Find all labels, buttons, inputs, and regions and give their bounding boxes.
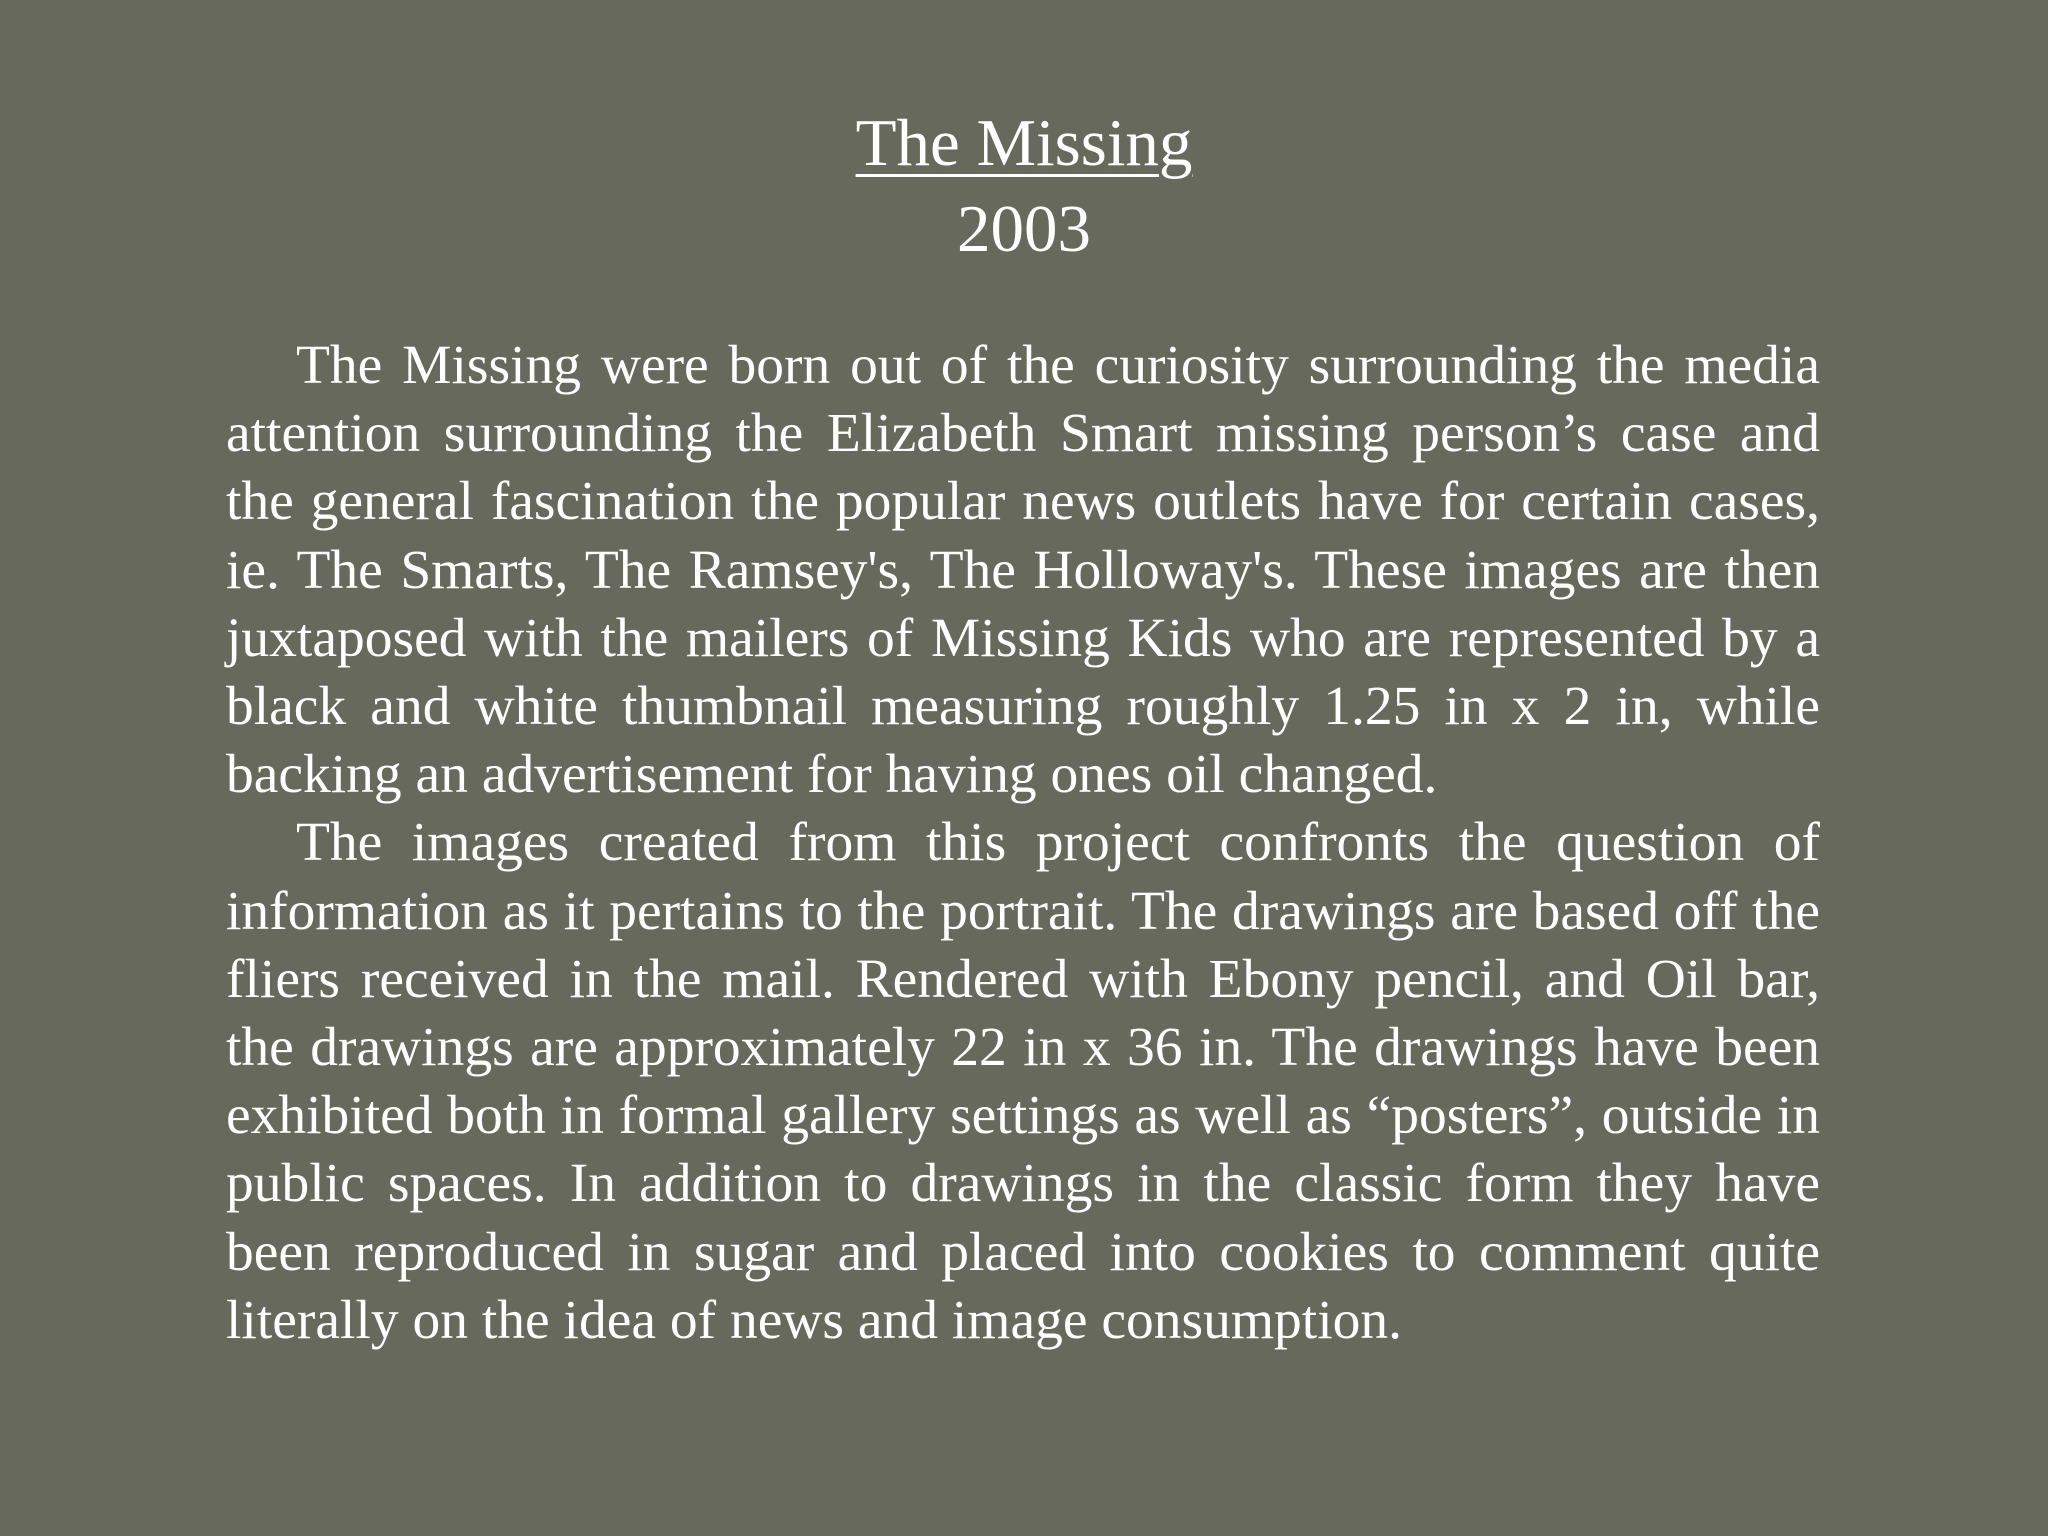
body-text	[226, 332, 1820, 1355]
slide-title: The Missing	[855, 106, 1193, 180]
title-block	[0, 100, 2048, 272]
paragraph-1: The Missing were born out of the curiosity surrounding the media attention surrounding the Elizabeth Smart missing person’s case and the general fascination the popular news outlets have for certain cases, ie. The Smarts, The Ramsey's, The Holloway's. These images are then juxtaposed with the mailers of Missing Kids who are represented by a black and white thumbnail measuring roughly 1.25 in x 2 in, while backing an advertisement for having ones oil changed.	[226, 335, 1820, 806]
paragraph-2: The images created from this project confronts the question of information as it pertains to the portrait. The drawings are based off the fliers received in the mail. Rendered with Ebony pencil, and Oil bar, the drawings are approximately 22 in x 36 in. The drawings have been exhibited both in formal gallery settings as well as “posters”, outside in public spaces. In addition to drawings in the classic form they have been reproduced in sugar and placed into cookies to comment quite literally on the idea of news and image consumption.	[226, 812, 1820, 1351]
slide-year: 2003	[957, 192, 1091, 266]
